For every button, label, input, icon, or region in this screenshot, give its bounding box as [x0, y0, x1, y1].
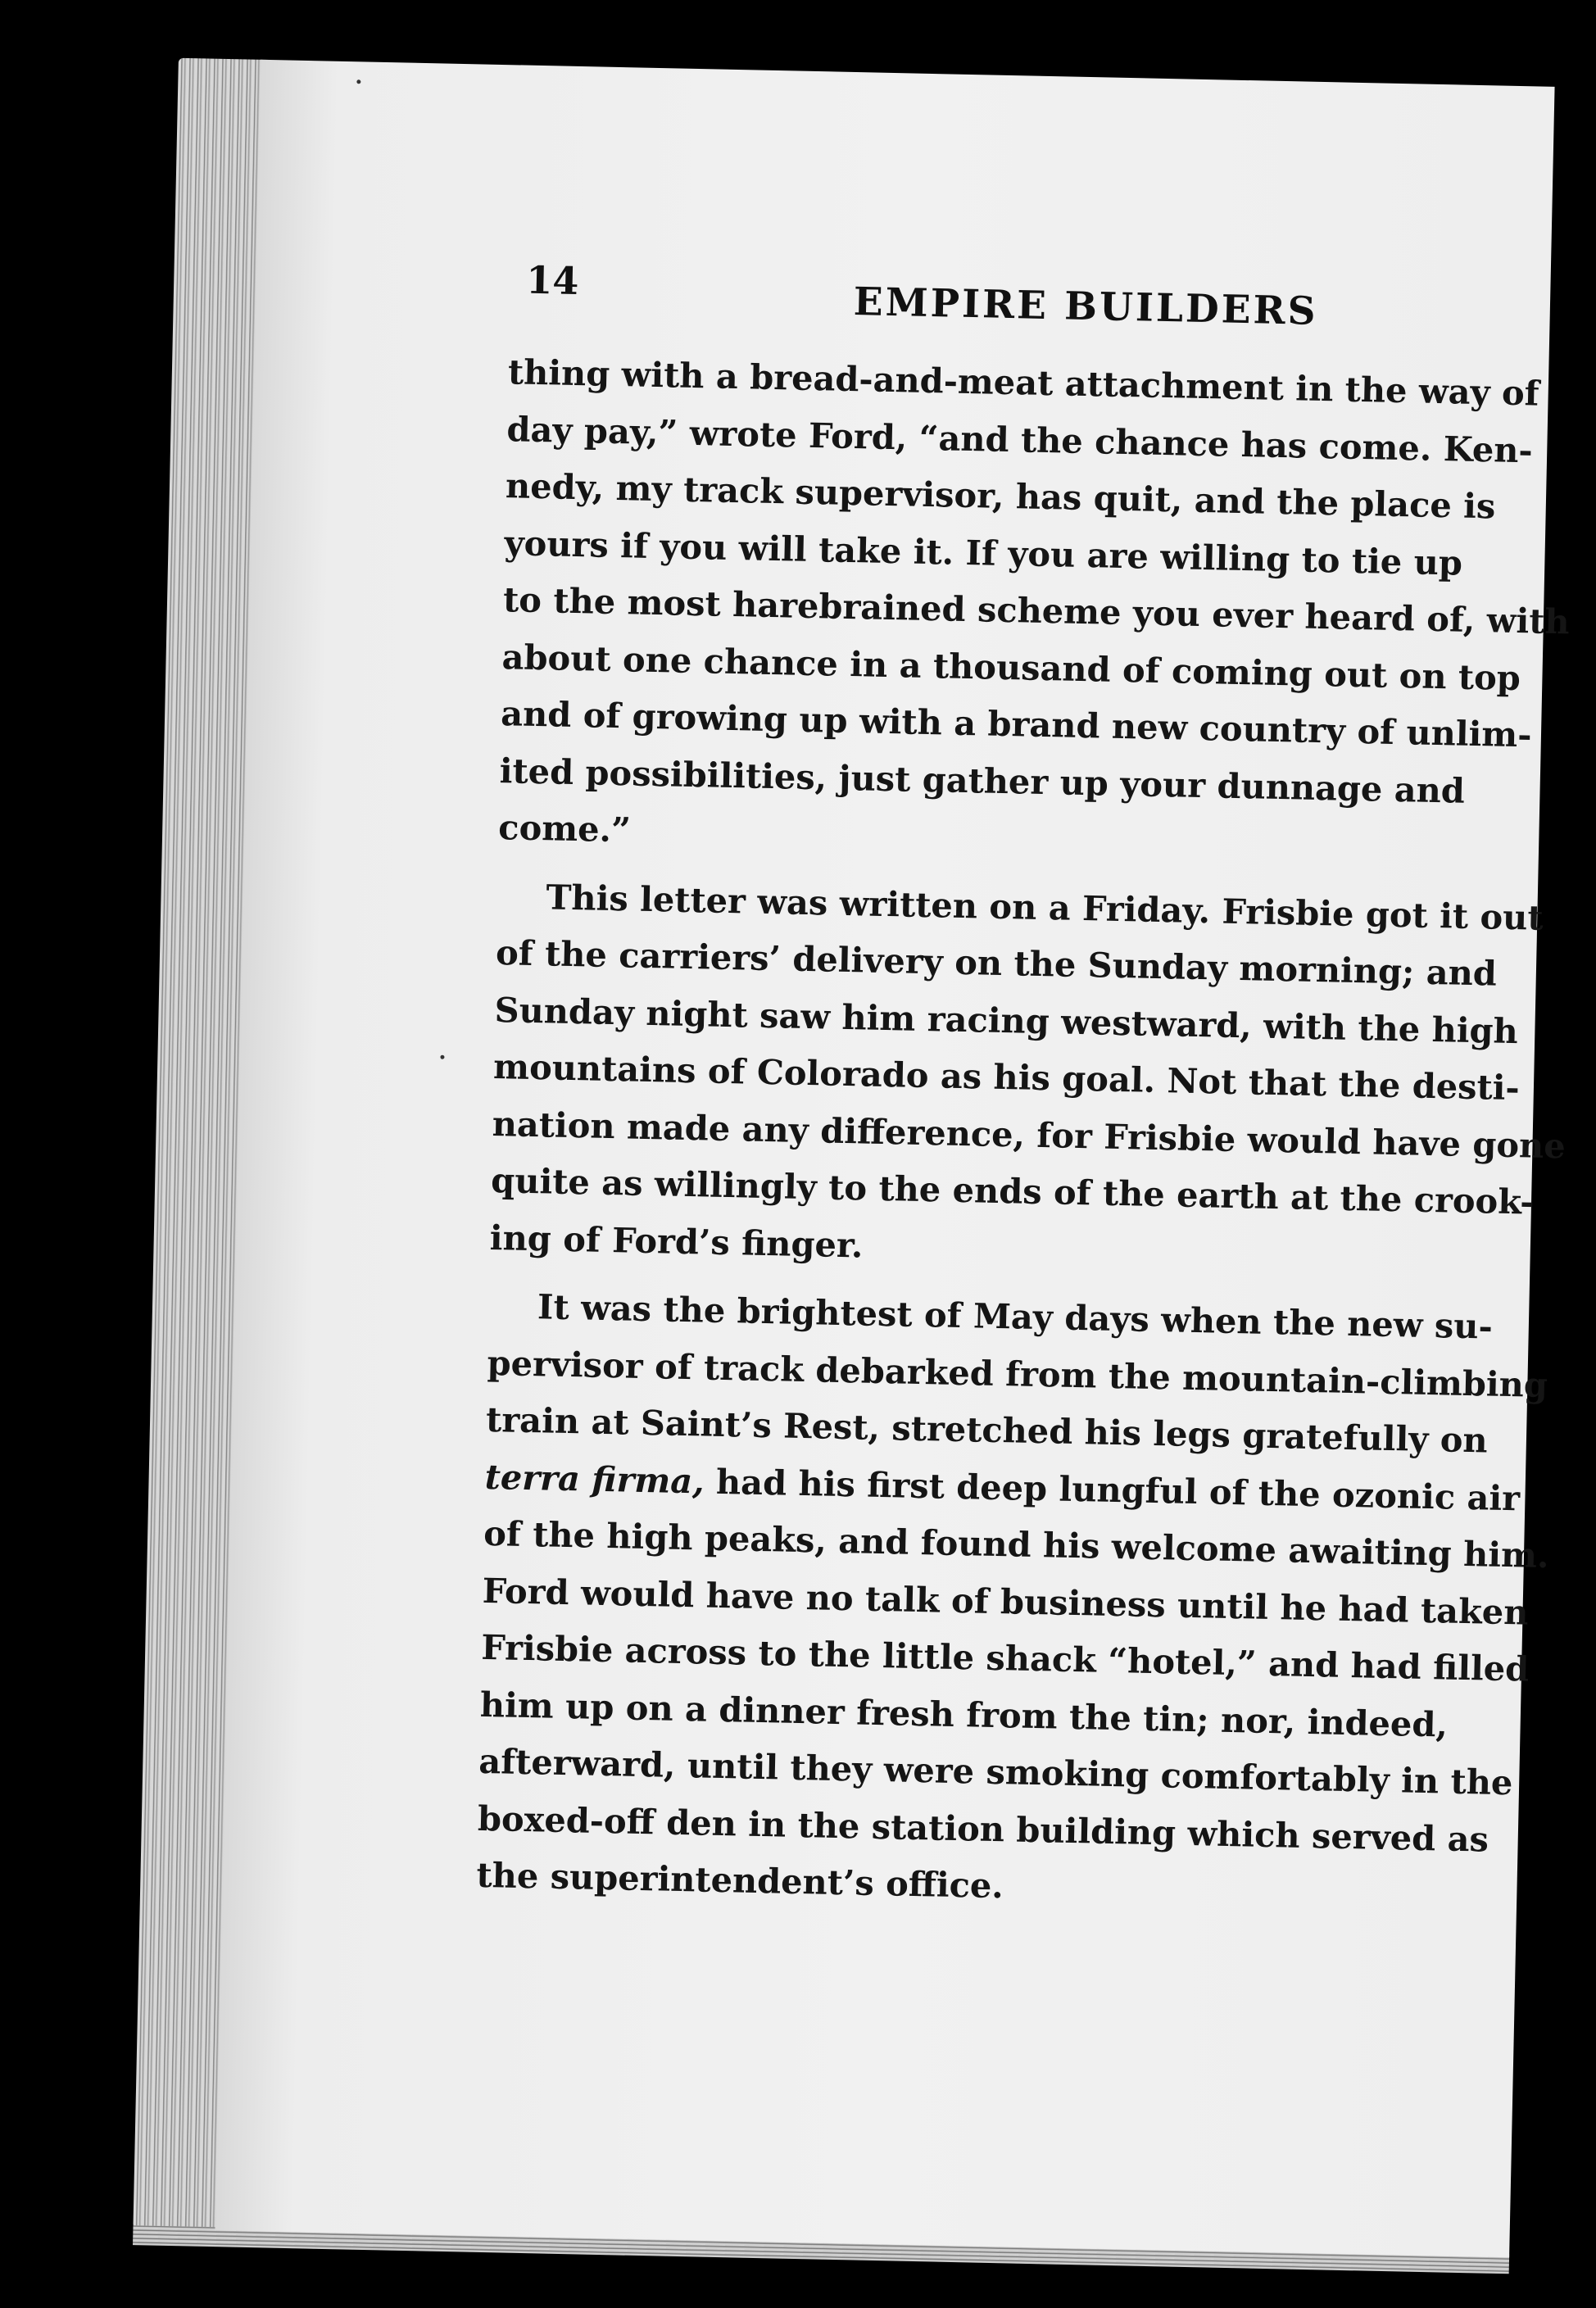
text-line: of the high peaks, and found his welcome awaiting him.	[483, 1512, 1549, 1576]
text-line: and of growing up with a brand new country of unlim-	[500, 693, 1533, 755]
text-line: him up on a dinner fresh from the tin; nor, indeed,	[479, 1684, 1449, 1745]
text-line: about one chance in a thousand of coming out on top	[501, 636, 1521, 698]
text-line: to the most harebrained scheme you ever heard of, with	[502, 579, 1571, 642]
text-line: nation made any difference, for Frisbie would have gone	[492, 1103, 1567, 1166]
speck	[356, 79, 360, 84]
text-line: come.”	[497, 807, 632, 850]
text-line: train at Saint’s Rest, stretched his legs gratefully on	[485, 1399, 1489, 1461]
text-line: pervisor of track debarked from the mountain-climbing	[487, 1342, 1548, 1405]
text-line: It was the brightest of May days when the new su-	[537, 1286, 1494, 1347]
text-line: thing with a bread-and-meat attachment in the way of	[507, 351, 1540, 414]
speck	[440, 1055, 444, 1059]
paragraph-1	[497, 343, 1571, 876]
text-line: ited possibilities, just gather up your dunnage and	[499, 750, 1466, 811]
line-rest: had his first deep lungful of the ozonic air	[704, 1461, 1521, 1518]
text-line: mountains of Colorado as his goal. Not that the desti-	[492, 1046, 1521, 1109]
text-line: the superintendent’s office.	[476, 1854, 1004, 1907]
text-line: day pay,” wrote Ford, “and the chance has come. Ken-	[506, 408, 1534, 470]
text-line: nedy, my track supervisor, has quit, and the place is	[505, 465, 1496, 527]
book	[133, 58, 1571, 2258]
text-line: yours if you will take it. If you are willing to tie up	[504, 522, 1463, 583]
text-line: of the carriers’ delivery on the Sunday morning; and	[495, 932, 1498, 994]
paragraph-2	[489, 868, 1567, 1286]
text-line: Frisbie across to the little shack “hotel,” and had filled	[480, 1626, 1530, 1689]
text-line: Sunday night saw him racing westward, with the high	[494, 989, 1519, 1051]
page-header	[525, 258, 1591, 346]
text-line: afterward, until they were smoking comfortably in the	[478, 1740, 1513, 1803]
italic-phrase: terra firma,	[484, 1456, 705, 1502]
paragraph-3	[476, 1277, 1549, 1924]
running-head: EMPIRE BUILDERS	[853, 279, 1319, 334]
text-line: boxed-off den in the station building which served as	[477, 1798, 1489, 1860]
body-text	[476, 343, 1571, 1934]
text-line: quite as willingly to the ends of the earth at the crook-	[490, 1159, 1535, 1222]
text-line: ing of Ford’s finger.	[489, 1217, 864, 1266]
text-line: Ford would have no talk of business until he had taken	[482, 1570, 1529, 1633]
text-line: This letter was written on a Friday. Frisbie got it out	[546, 876, 1544, 938]
page-number: 14	[525, 257, 579, 303]
book-page	[215, 60, 1571, 2258]
